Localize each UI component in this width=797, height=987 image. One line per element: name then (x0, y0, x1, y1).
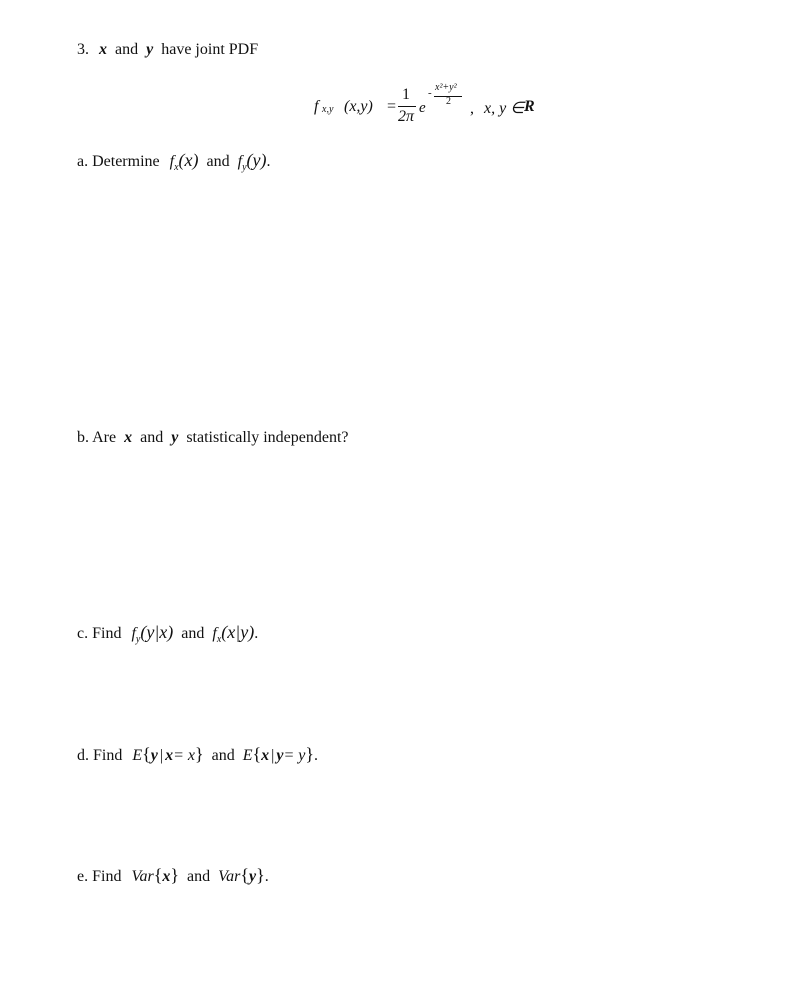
part-b-x: x (124, 429, 133, 446)
part-c-s2: x (216, 634, 222, 645)
part-e-close1: } (170, 865, 179, 885)
formula-sub: x,y (322, 104, 334, 115)
part-d-c1-bold2: x (165, 747, 174, 764)
formula-f: f (314, 98, 319, 115)
part-a-a2: (y) (246, 150, 267, 170)
formula-fraction-bar (398, 106, 416, 107)
part-a-f2: f (237, 153, 243, 170)
part-d-c2-bold2: y (276, 747, 284, 764)
part-a-label: a. Determine (77, 153, 160, 170)
part-c-s1: y (135, 634, 141, 645)
formula-equals: = (387, 98, 397, 115)
part-a-end: . (266, 153, 271, 170)
part-d-and: and (211, 747, 235, 764)
part-d-open1: { (142, 744, 151, 764)
part-d-c2-rest: = y (283, 747, 306, 764)
formula-domain-set: R (524, 98, 535, 115)
part-e-b1: x (162, 868, 171, 885)
part-d-end: . (314, 747, 319, 764)
formula-comma: , (470, 100, 474, 117)
part-d-open2: { (252, 744, 262, 764)
part-d-c2-bold: x (261, 747, 270, 764)
part-d (77, 744, 318, 766)
formula-exp-minus: - (428, 87, 432, 99)
part-d-E1: E (132, 747, 143, 764)
part-e-open1: { (153, 865, 163, 885)
part-d-c1-bold: y (150, 747, 158, 764)
part-e-close2: } (256, 865, 265, 885)
part-b (77, 428, 349, 448)
part-a-and: and (206, 153, 230, 170)
part-e-and: and (186, 868, 211, 885)
part-d-close1: } (194, 744, 204, 764)
formula-exp-base: e (419, 100, 426, 116)
var-x: x (99, 41, 107, 58)
part-d-c2-mid: | (271, 747, 275, 764)
part-a-s2: y (242, 162, 247, 173)
var-y: y (146, 41, 154, 58)
part-e-label: e. Find (77, 868, 122, 885)
part-d-close2: } (305, 744, 315, 764)
formula-exp-numerator: x²+y² (435, 82, 457, 93)
part-d-E2: E (242, 747, 253, 764)
part-e-v1: Var (131, 868, 154, 885)
part-e-end: . (264, 868, 269, 885)
part-a-a1: (x) (178, 150, 199, 170)
formula-args: (x,y) (344, 98, 373, 115)
part-c-f2: f (212, 625, 217, 642)
part-c (77, 622, 258, 646)
problem-statement (77, 40, 258, 60)
part-d-c1-rest: = x (173, 747, 195, 764)
part-d-label: d. Find (77, 747, 123, 764)
part-c-a1: (y|x) (140, 622, 174, 642)
problem-number: 3. (77, 41, 89, 58)
part-e (77, 865, 269, 887)
formula-domain-vars: x, y ∈ (484, 100, 525, 117)
formula-numerator: 1 (402, 86, 410, 103)
part-b-and: and (140, 429, 164, 446)
part-a (77, 150, 271, 174)
part-e-open2: { (240, 865, 249, 885)
part-b-rest: statistically independent? (186, 429, 349, 446)
part-d-c1-mid: | (159, 747, 164, 764)
part-c-end: . (254, 625, 259, 642)
part-c-f1: f (131, 625, 136, 642)
part-c-label: c. Find (77, 625, 122, 642)
part-a-f1: f (169, 153, 175, 170)
part-b-y: y (171, 429, 179, 446)
part-a-s1: x (174, 162, 179, 173)
joint-pdf-formula (314, 80, 554, 130)
part-e-b2: y (248, 868, 257, 885)
part-c-a2: (x|y) (221, 622, 255, 642)
statement-text: have joint PDF (161, 41, 259, 58)
part-c-and: and (181, 625, 205, 642)
part-e-v2: Var (218, 868, 241, 885)
connector: and (115, 41, 139, 58)
formula-exp-denominator: 2 (446, 96, 451, 107)
formula-denominator: 2π (398, 108, 415, 125)
part-b-label: b. Are (77, 429, 117, 446)
